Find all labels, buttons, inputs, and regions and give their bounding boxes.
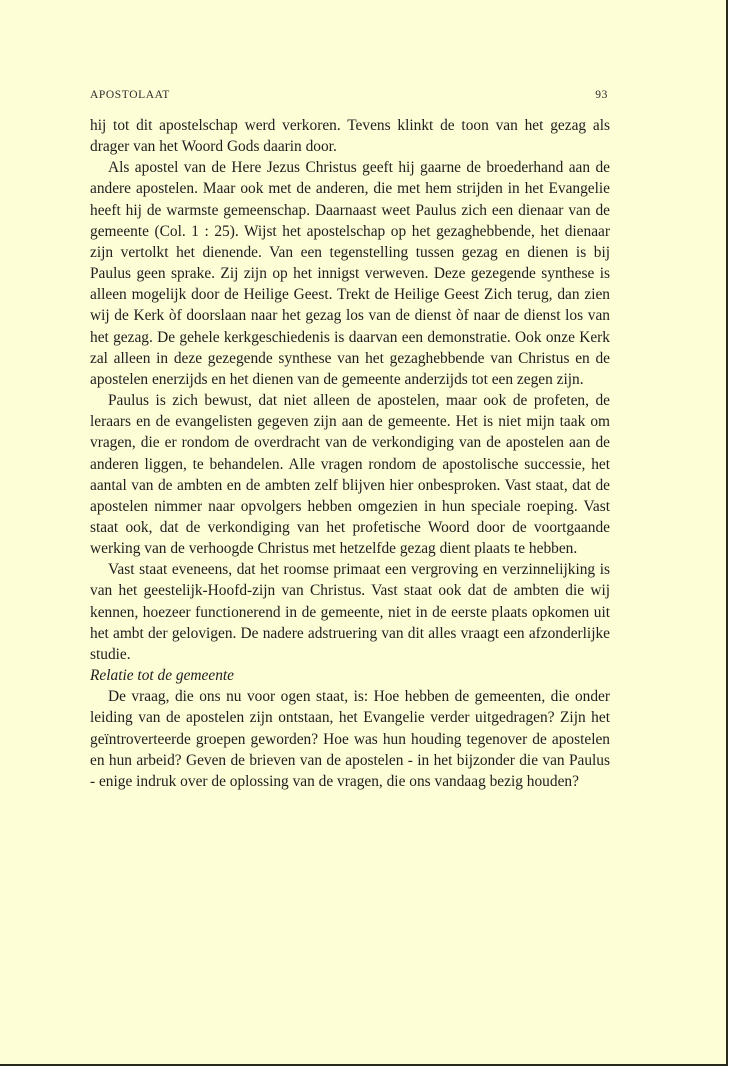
paragraph: Als apostel van de Here Jezus Christus geeft hij gaarne de broederhand aan de andere apostelen. Maar ook met de anderen, die met hem strijden in het Evangelie heeft hij de warmste gemeenschap. Daarnaast weet Paulus zich een dienaar van de gemeente (Col. 1 : 25). Wijst het apostelschap op het gezaghebbende, het dienaar zijn vertolkt het dienende. Van een tegenstelling tussen gezag en dienen is bij Paulus geen sprake. Zij zijn op het innigst verweven. Deze gezegende synthese is alleen mogelijk door de Heilige Geest. Trekt de Heilige Geest Zich terug, dan zien wij de Kerk òf doorslaan naar het gezag los van de dienst òf naar de dienst los van het gezag. De gehele kerkgeschiedenis is daarvan een demonstratie. Ook onze Kerk zal alleen in deze gezegende synthese van het gezaghebbende van Christus en de apostelen enerzijds en het dienen van de gemeente anderzijds tot een zegen zijn. — [90, 159, 610, 388]
running-title: APOSTOLAAT — [90, 89, 170, 101]
paragraph: Paulus is zich bewust, dat niet alleen de apostelen, maar ook de profeten, de leraars en de evangelisten gegeven zijn aan de gemeente. Het is niet mijn taak om vragen, die er rondom de overdracht van de verkondiging van de apostelen aan de anderen liggen, te behandelen. Alle vragen rondom de apostolische successie, het aantal van de ambten en de ambten zelf blijven hier onbesproken. Vast staat, dat de apostelen nimmer naar opvolgers hebben omgezien in hun speciale roeping. Vast staat ook, dat de verkondiging van het profetische Woord door de voortgaande werking van de verhoogde Christus met hetzelfde gezag dient plaats te hebben. — [90, 392, 610, 558]
paragraph: hij tot dit apostelschap werd verkoren. Tevens klinkt de toon van het gezag als drager van het Woord Gods daarin door. — [90, 117, 610, 156]
paragraph: Vast staat eveneens, dat het roomse primaat een vergroving en verzinnelijking is van het geestelijk-Hoofd-zijn van Christus. Vast staat ook dat de ambten die wij kennen, hoezeer functionerend in de gemeente, niet in de eerste plaats opkomen uit het ambt der gelovigen. De nadere adstruering van dit alles vraagt een afzonderlijke studie. — [90, 561, 610, 663]
paragraph: De vraag, die ons nu voor ogen staat, is: Hoe hebben de gemeenten, die onder leiding van de apostelen zijn ontstaan, het Evangelie verder uitgedragen? Zijn het geïntroverteerde groepen geworden? Hoe was hun houding tegenover de apostelen en hun arbeid? Geven de brieven van de apostelen - in het bijzonder die van Paulus - enige indruk over de oplossing van de vragen, die ons vandaag bezig houden? — [90, 688, 610, 790]
page-number: 93 — [595, 89, 608, 101]
section-heading: Relatie tot de gemeente — [90, 667, 235, 685]
body-text — [90, 115, 610, 792]
